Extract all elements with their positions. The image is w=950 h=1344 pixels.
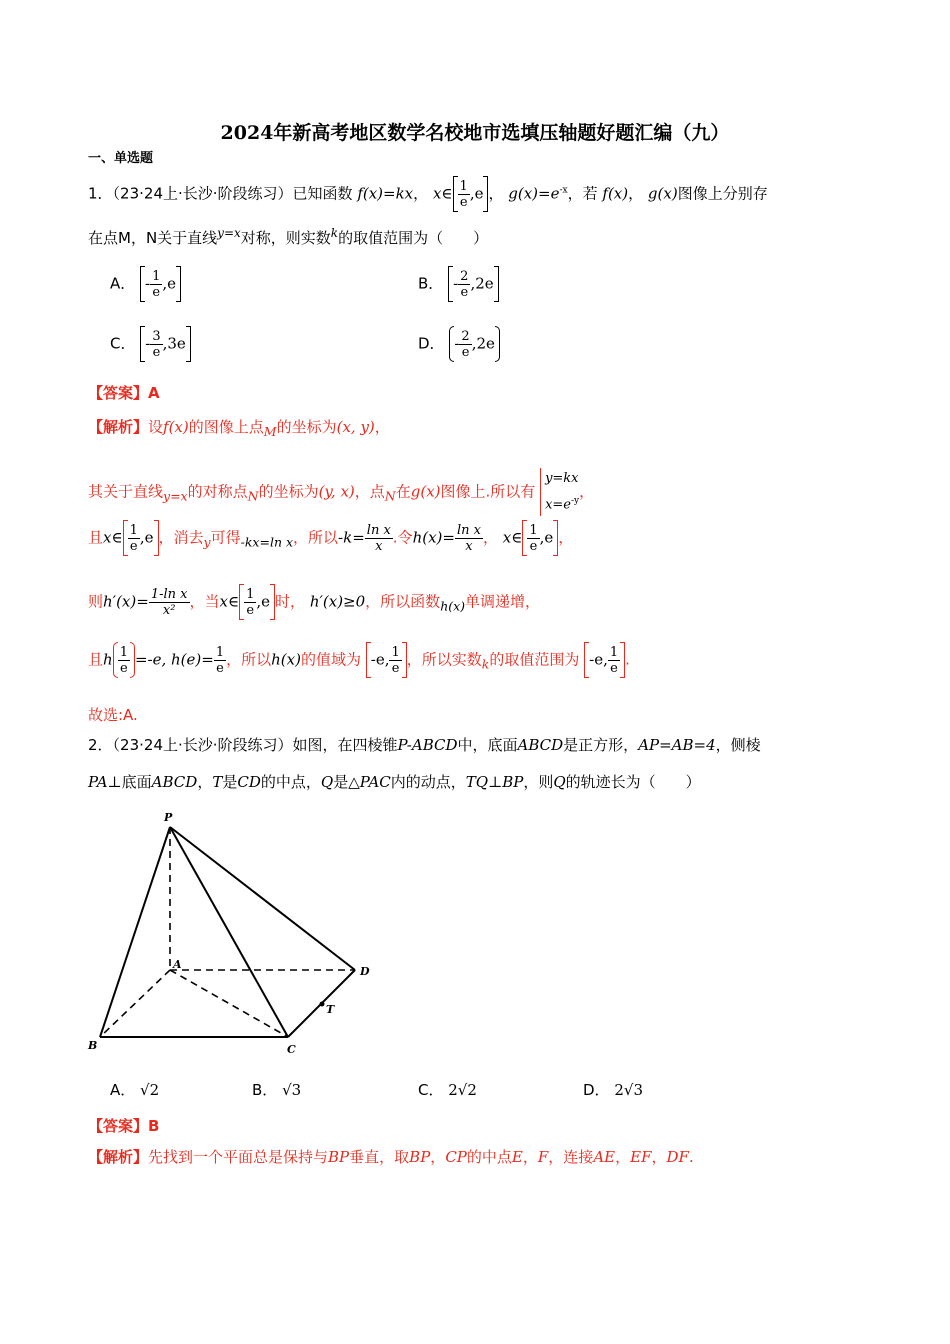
math: k (481, 656, 490, 672)
math: F (537, 1148, 549, 1166)
math: -k= (338, 528, 365, 547)
q1-gx: g(x)=e (508, 184, 560, 203)
text: 可得 (210, 528, 241, 547)
text: 且 (88, 528, 104, 547)
label-a: A (173, 958, 182, 971)
text: 则 (88, 592, 104, 611)
math: M (263, 424, 277, 439)
q2-option-b[interactable] (252, 1079, 301, 1100)
math: x∈ (219, 592, 240, 611)
analysis-tag: 【解析】 (88, 418, 149, 436)
text: 且 (88, 650, 104, 669)
math: ABCD (517, 736, 564, 754)
exponent: -x (559, 185, 568, 196)
text: 单调递增， (465, 592, 541, 611)
option-label: C． (110, 334, 136, 353)
text: 中，底面 (457, 736, 518, 754)
frac-num: 1 (119, 644, 128, 660)
math: h′(x)= (103, 592, 149, 611)
option-right: ,2e (470, 274, 494, 293)
fraction (118, 645, 130, 676)
q2-analysis (88, 1146, 694, 1167)
text: ，所以 (293, 528, 339, 547)
math: PA⊥ (88, 773, 122, 791)
text: 是△ (333, 773, 360, 791)
frac-num: 1 (391, 644, 400, 660)
frac-num: ln x (366, 522, 391, 538)
text: 是正方形， (563, 736, 639, 754)
text: 设 (148, 418, 164, 436)
answer-tag: 【答案】 (88, 384, 149, 402)
fraction (128, 523, 140, 554)
frac-den: e (152, 284, 161, 300)
math: EF (630, 1148, 652, 1166)
fraction (389, 645, 401, 676)
text: 的轨迹长为（ ） (565, 773, 701, 791)
text: ， (579, 482, 595, 501)
minus: - (145, 334, 151, 353)
text: ，则 (523, 773, 554, 791)
text: 的坐标为 (258, 482, 319, 501)
q1-x-in: x∈ (432, 184, 453, 203)
q1-source: （23·24上·长沙·阶段练习）已知函数 (112, 184, 353, 203)
edge-pd (170, 827, 355, 970)
option-label: B． (418, 274, 444, 293)
frac-num: 1-ln x (150, 586, 188, 602)
math: DF (666, 1148, 689, 1166)
q1-analysis-4: 则h′(x)= $\frac{\text{1-ln x}}{\text{x²}}$ ，当x∈ $\frac{1}{e}$ ,e 时， h′(x)≥0，所以函数$_{h(x)}$单调递增， (88, 584, 540, 620)
q1-gx2: g(x) (647, 184, 678, 203)
page-title: 2024年新高考地区数学名校地市选填压轴题好题汇编（九） (220, 122, 730, 144)
math: g(x) (410, 482, 441, 501)
option-value: 2√3 (614, 1081, 643, 1099)
text: ， (615, 1148, 631, 1166)
frac-den: e (152, 344, 161, 360)
q2-line-2 (88, 771, 701, 792)
frac-num: ln x (456, 522, 481, 538)
math: =-e, h(e)= (134, 650, 214, 669)
edge-pc (170, 827, 288, 1037)
fraction (458, 179, 470, 210)
text: 是 (222, 773, 238, 791)
q2-option-a[interactable] (110, 1079, 159, 1100)
q1-fx2: f(x) (602, 184, 629, 203)
option-label: B． (252, 1081, 278, 1099)
q2-answer (88, 1115, 159, 1136)
comma: ， (413, 184, 429, 203)
minus: - (145, 274, 151, 293)
text: ， (197, 773, 213, 791)
math: h′(x)≥0 (309, 592, 366, 611)
text: 时， (275, 592, 306, 611)
math: N (384, 488, 396, 504)
text: ，连接 (548, 1148, 594, 1166)
math: -e, (589, 650, 608, 669)
fraction (608, 645, 620, 676)
math: CP (445, 1148, 467, 1166)
math: T (212, 773, 223, 791)
label-d: D (360, 965, 370, 978)
text: .令 (392, 528, 413, 547)
math: AE (593, 1148, 616, 1166)
fraction (149, 587, 190, 618)
frac-den: e (216, 660, 224, 676)
text: ，侧棱 (715, 736, 761, 754)
text: ，所以实数 (406, 650, 482, 669)
option-value: √3 (282, 1081, 302, 1099)
label-t: T (326, 1003, 335, 1016)
frac-den: e (391, 660, 400, 676)
option-label: C． (418, 1081, 444, 1099)
option-right: ,2e (471, 334, 495, 353)
section-heading: 一、单选题 (88, 151, 154, 166)
q1-analysis-5 (88, 642, 630, 678)
text: ，当 (189, 592, 220, 611)
q1-k: k (330, 226, 339, 240)
q2-option-d[interactable] (583, 1079, 643, 1100)
option-value: √2 (140, 1081, 160, 1099)
text: 的中点， (260, 773, 321, 791)
q2-line-1 (88, 734, 761, 755)
q1-text1: 图像上分别存 (677, 184, 768, 203)
text: 的图像上点 (188, 418, 264, 436)
text: ， (374, 418, 390, 436)
text: 底面 (121, 773, 152, 791)
analysis-tag: 【解析】 (88, 1148, 149, 1166)
text: ，点 (354, 482, 385, 501)
math: h (103, 650, 113, 669)
text: ，消去 (158, 528, 204, 547)
fraction (455, 523, 483, 554)
text: ， (430, 1148, 446, 1166)
fraction (150, 269, 162, 300)
option-c[interactable] (110, 326, 191, 362)
fraction (214, 645, 226, 676)
paren-right (495, 326, 500, 362)
q1-analysis-2 (88, 468, 594, 516)
q2-number: 2． (88, 736, 113, 754)
pyramid-figure (80, 805, 380, 1060)
equation-system (540, 468, 579, 516)
q1-line-2 (88, 226, 488, 248)
frac-den: e (461, 344, 470, 360)
q1-ruo: ，若 (567, 184, 598, 203)
math: (y, x) (318, 482, 355, 501)
minus: - (453, 274, 459, 293)
math: BP (328, 1148, 350, 1166)
math: P-ABCD (397, 736, 458, 754)
text: （23·24上·长沙·阶段练习）如图，在四棱锥 (112, 736, 398, 754)
bracket-right (186, 326, 191, 362)
q1-fx: f(x)=kx (357, 184, 414, 203)
frac-den: e (460, 284, 469, 300)
frac-den: e (459, 194, 468, 210)
answer-value: A (148, 384, 160, 402)
q1-conclusion: 故选:A. (88, 706, 138, 724)
q1-number: 1． (88, 184, 113, 203)
frac-num: 1 (529, 522, 538, 538)
equation: y=kx (545, 471, 579, 486)
math: Q (320, 773, 334, 791)
option-right: ,3e (162, 334, 186, 353)
option-right: ,e (162, 274, 177, 293)
fraction (527, 523, 539, 554)
frac-den: e (119, 660, 128, 676)
math: BP (409, 1148, 431, 1166)
q1-answer (88, 382, 160, 403)
option-label: A． (110, 274, 136, 293)
text: 在 (395, 482, 411, 501)
frac-den: x² (162, 602, 176, 618)
text: ，所以函数 (365, 592, 441, 611)
fraction (244, 587, 256, 618)
text: 的对称点 (187, 482, 248, 501)
frac-den: e (246, 602, 255, 618)
frac-num: 1 (609, 644, 619, 660)
text: ， (482, 528, 498, 547)
math: CD (237, 773, 261, 791)
text: ，所以 (226, 650, 272, 669)
frac-num: 1 (459, 178, 468, 194)
q1-text3: 对称，则实数 (240, 229, 331, 247)
text: 的值域为 (300, 650, 361, 669)
text: 垂直，取 (349, 1148, 410, 1166)
fraction (150, 329, 162, 360)
text: 先找到一个平面总是保持与 (148, 1148, 329, 1166)
math: PAC (359, 773, 391, 791)
frac-num: 1 (152, 268, 161, 284)
math: ABCD (151, 773, 198, 791)
q1-analysis-3: 且x∈ $\frac{1}{e}$ ,e ，消去$_y$可得$_{-kx=ln x}$，所以-k= $\frac{\text{ln x}}{x}$ .令h(x)= $\frac{\text{ln x}}{x}$ ， x∈ $\frac{1}{e}$ ,e ， (88, 520, 573, 556)
text: 内的动点， (390, 773, 466, 791)
math: E (511, 1148, 523, 1166)
frac-num: 2 (460, 268, 469, 284)
comma: ， (628, 184, 644, 203)
math: y=x (163, 488, 188, 504)
math: x∈ (103, 528, 123, 547)
q1-analysis-1 (88, 416, 390, 439)
label-c: C (287, 1043, 296, 1056)
text: 的取值范围为 (489, 650, 580, 669)
option-label: D． (418, 334, 445, 353)
q1-text2: 在点M，N关于直线 (88, 229, 218, 247)
math: AP=AB=4 (638, 736, 716, 754)
q1-line-1: 1．（23·24上·长沙·阶段练习）已知函数 f(x)=kx， x∈ $\frac{1}{e}$ ,e ， $g(x)=e^{-x}$，若 f(x)， g(x)图像上分别存 (88, 176, 768, 212)
math: (x, y) (336, 418, 375, 436)
option-label: A． (110, 1081, 136, 1099)
math: x∈ (502, 528, 523, 547)
q1-text4: 的取值范围为（ ） (338, 229, 489, 247)
label-p: P (164, 811, 173, 824)
frac-num: 1 (246, 586, 255, 602)
math: -e, (370, 650, 390, 669)
comma: ， (488, 184, 504, 203)
answer-value: B (148, 1117, 160, 1135)
option-a[interactable] (110, 266, 181, 302)
math: y (203, 534, 211, 550)
frac-num: 1 (129, 522, 138, 538)
q1-line-eq: y=x (217, 226, 241, 240)
math: h(x) (271, 650, 301, 669)
math: f(x) (163, 418, 189, 436)
q2-option-c[interactable] (418, 1079, 477, 1100)
fraction (458, 269, 470, 300)
option-d[interactable] (418, 326, 500, 362)
frac-den: x (465, 538, 473, 554)
math: N (247, 488, 259, 504)
frac-den: e (529, 538, 538, 554)
answer-tag: 【答案】 (88, 1117, 149, 1135)
equation: x=e (545, 497, 571, 513)
text: ， (651, 1148, 667, 1166)
exponent: -y (570, 496, 580, 506)
text: 图像上.所以有 (440, 482, 536, 501)
option-label: D． (583, 1081, 610, 1099)
fraction (365, 523, 393, 554)
text: . (688, 1148, 694, 1166)
math: Q (553, 773, 566, 791)
math: TQ⊥BP (465, 773, 524, 791)
frac-den: x (375, 538, 383, 554)
frac-den: e (129, 538, 138, 554)
math: -kx=ln x (240, 534, 294, 550)
label-b: B (88, 1039, 98, 1052)
point-t (320, 1002, 325, 1007)
frac-num: 3 (152, 328, 161, 344)
edge-pb (100, 827, 170, 1037)
text: ， (522, 1148, 538, 1166)
option-b[interactable] (418, 266, 499, 302)
minus: - (454, 334, 460, 353)
math: h(x) (440, 598, 466, 614)
option-value: 2√2 (448, 1081, 477, 1099)
text: 的坐标为 (276, 418, 337, 436)
bracket-right (494, 266, 499, 302)
frac-den: e (610, 660, 618, 676)
text: 的中点 (466, 1148, 512, 1166)
frac-num: 1 (215, 644, 225, 660)
text: ， (558, 528, 574, 547)
fraction (459, 329, 471, 360)
text: . (625, 650, 630, 669)
bracket-right (176, 266, 181, 302)
frac-num: 2 (461, 328, 470, 344)
text: 其关于直线 (88, 482, 164, 501)
math: h(x)= (412, 528, 455, 547)
